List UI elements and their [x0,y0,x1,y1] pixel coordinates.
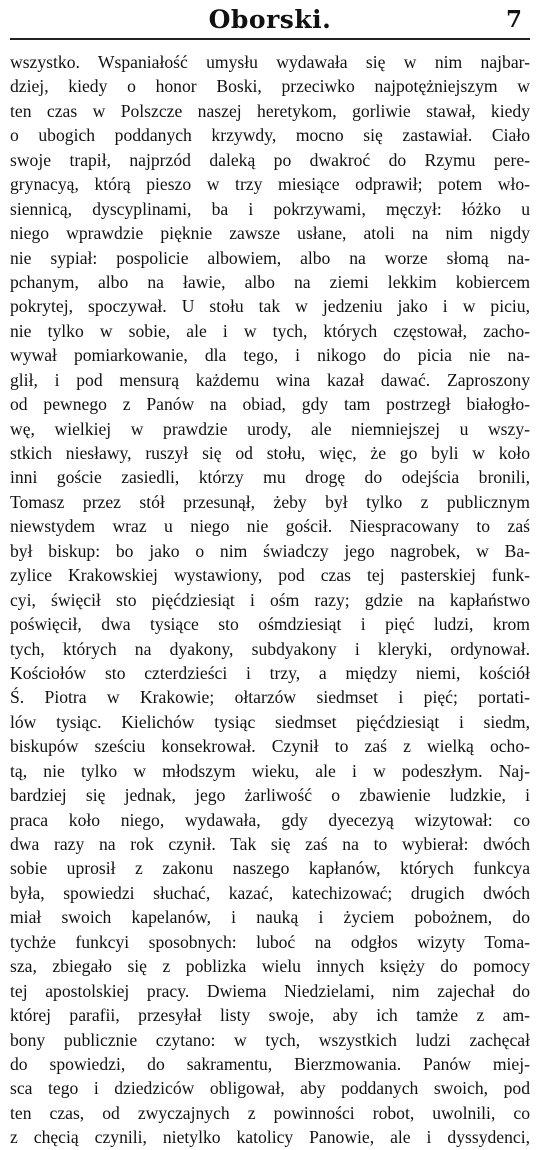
text-line: poświęcił, dwa tysiące sto ośmdziesiąt i pięć ludzi, krom [10,614,530,635]
text-line: tychże funkcyi sposobnych: luboć na odgłos wizyty Toma- [10,931,530,952]
text-line: inni goście zasiedli, którzy mu drogę do odejścia bronili, [10,467,530,488]
text-line: grynacyą, którą pieszo w trzy miesiące odprawił; potem wło- [10,174,530,195]
text-line: sobie uprosił z zakonu naszego kapłanów, których funkcya [10,858,530,879]
text-line: tej apostolskiej pracy. Dwiema Niedzielami, nim zajechał do [10,980,530,1001]
text-line: miał swoich kapelanów, i nauką i życiem pobożnem, do [10,907,530,928]
text-line: praca koło niego, wydawała, gdy dyecezyą wizytował: co [10,809,530,830]
body-text [10,50,530,1150]
text-line: bony publicznie czytano: w tych, wszystkich ludzi zachęcał [10,1029,530,1050]
text-line: Kościołów sto czterdzieści i trzy, a między niemi, kościół [10,662,530,683]
text-line: dziej, kiedy o honor Boski, przeciwko najpotężniejszym w [10,76,530,97]
text-line: dwa razy na rok czynił. Tak się zaś na to wybierał: dwóch [10,834,530,854]
text-line: ten czas, od zwyczajnych z powinności robot, uwolnili, co [10,1102,530,1123]
text-line: o ubogich poddanych krzywdy, mocno się zastawiał. Ciało [10,125,530,146]
text-line: nie tylko w sobie, ale i w tych, których częstował, zacho- [10,320,530,341]
text-line: wywał pomiarkowanie, dla tego, i nikogo do picia nie na- [10,345,530,366]
text-line: Tomasz przez stół przesunął, żeby był tylko z publicznym [10,491,530,512]
text-line: wszystko. Wspaniałość umysłu wydawała się w nim najbar- [10,52,530,72]
text-line: stkich niesławy, ruszył się od stołu, więc, że go byli w koło [10,443,530,463]
text-line: od pewnego z Panów na obiad, gdy tam postrzegł białogło- [10,394,530,415]
text-line: siennicą, dyscyplinami, ba i pokrzywami, męczył: łóżko u [10,198,530,219]
text-line: niego wprawdzie pięknie zawsze usłane, atoli na nim nigdy [10,223,530,244]
text-line: niewstydem wraz u niego nie gościł. Niespracowany to zaś [10,516,530,537]
text-line: pchanym, albo na ławie, albo na ziemi lekkim kobiercem [10,271,530,292]
text-line: biskupów sześciu konsekrował. Czynił to zaś z wielką ocho- [10,736,530,757]
text-line: pokrytej, spoczywał. U stołu tak w jedzeniu jako i w piciu, [10,296,530,317]
text-line: bardziej się jednak, jego żarliwość o zbawienie ludzkie, i [10,785,530,806]
text-line: tych, których na dyakony, subdyakony i kleryki, ordynował. [10,638,530,659]
text-line: wę, wielkiej w prawdzie urody, ale niemniejszej u wszy- [10,418,530,439]
text-line: której parafii, przesyłał listy swoje, aby ich tamże z am- [10,1005,530,1026]
text-line: lów tysiąc. Kielichów tysiąc siedmset pięćdziesiąt i siedm, [10,711,530,732]
text-line: Ś. Piotra w Krakowie; ołtarzów siedmset i pięć; portati- [10,687,530,708]
text-line: do spowiedzi, do sakramentu, Bierzmowania. Panów miej- [10,1053,530,1074]
text-line: sza, zbiegało się z poblizka wielu innych księży do pomocy [10,956,530,977]
text-line: był biskup: bo jako o nim świadczy jego nagrobek, w Ba- [10,540,530,561]
text-line: cyi, święcił sto pięćdziesiąt i ośm razy; gdzie na kapłaństwo [10,589,530,610]
text-line: nie sypiał: pospolicie albowiem, albo na worze słomą na- [10,247,530,268]
text-line: była, spowiedzi słuchać, kazać, katechizować; drugich dwóch [10,882,530,903]
text-line: z chęcią czynili, nietylko katolicy Panowie, ale i dyssydenci, [10,1127,530,1148]
page-title: Oborski. [208,5,332,34]
text-line: swoje trapił, najprzód daleką po dwakroć do Rzymu pere- [10,149,530,170]
text-line: sca tego i dziedziców obligował, aby poddanych swoich, pod [10,1078,530,1099]
page-number: 7 [505,6,522,33]
text-line: glił, i pod mensurą każdemu wina kazał dawać. Zaproszony [10,369,530,390]
text-line: tą, nie tylko w młodszym wieku, ale i w podeszłym. Naj- [10,760,530,781]
text-line: ten czas w Polszcze naszej heretykom, gorliwie stawał, kiedy [10,100,530,121]
text-line: zylice Krakowskiej wystawiony, pod czas tej pasterskiej funk- [10,565,530,586]
running-head [10,4,530,40]
